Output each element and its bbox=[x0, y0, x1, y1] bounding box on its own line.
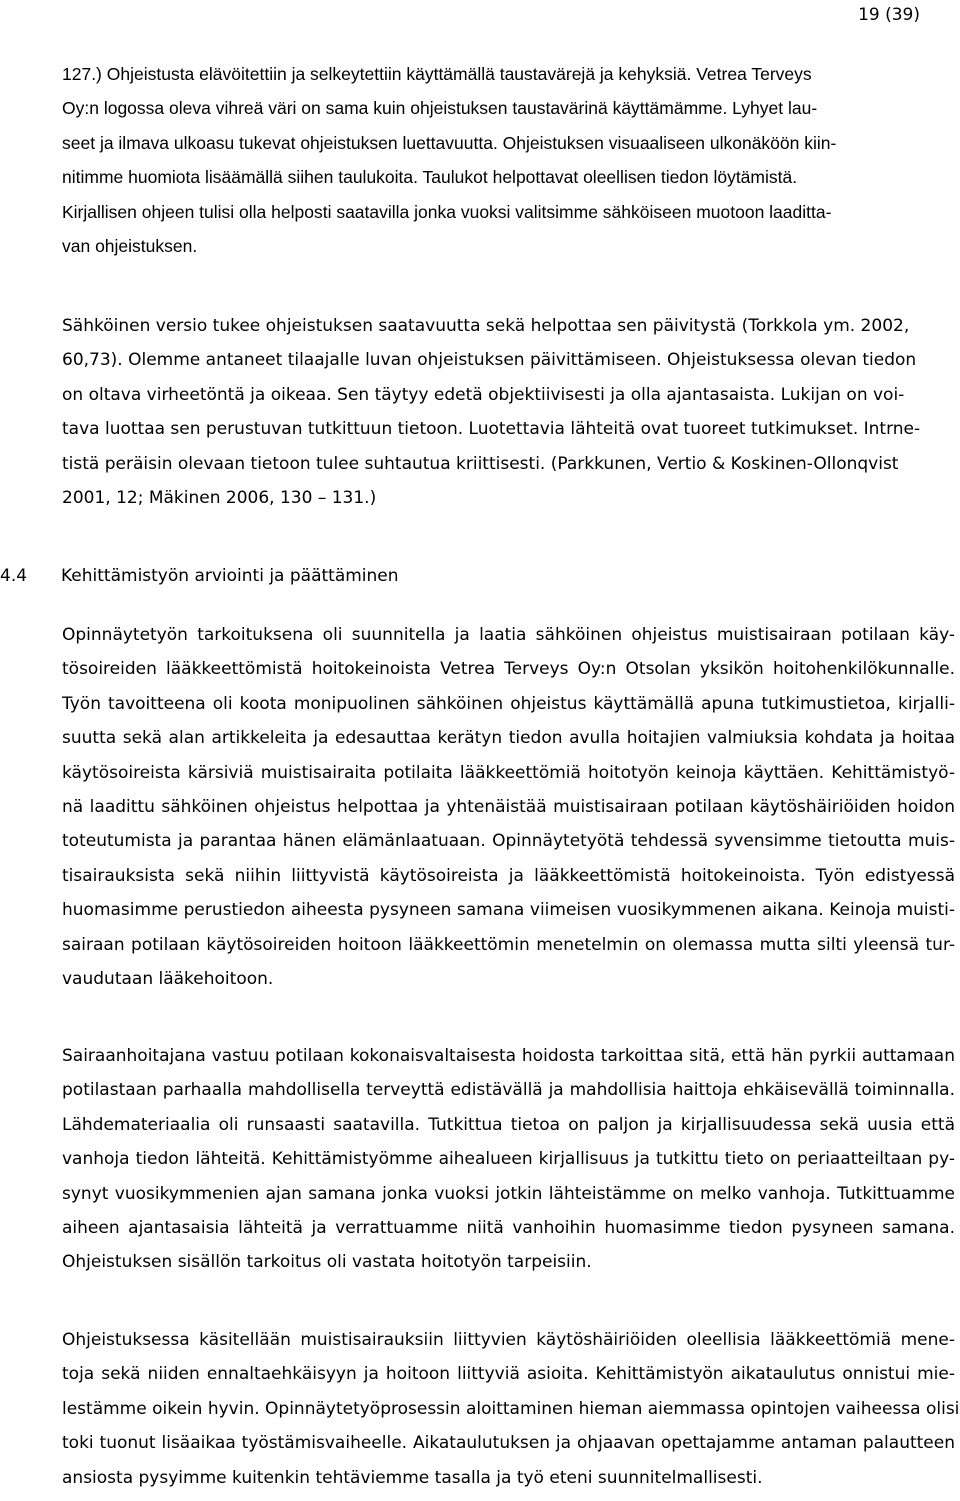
text-line: tistä peräisin olevaan tietoon tulee suhtautua kriittisesti. (Parkkunen, Vertio & Koskinen-Ollonqvist bbox=[62, 453, 899, 474]
text-line: toki tuonut lisäaikaa työstämisvaiheelle. Aikataulutuksen ja ohjaavan opettajamme antaman palautteen bbox=[62, 1433, 955, 1454]
text-line: 2001, 12; Mäkinen 2006, 130 – 131.) bbox=[62, 487, 377, 508]
text-line: 60,73). Olemme antaneet tilaajalle luvan ohjeistuksen päivittämiseen. Ohjeistuksessa olevan tiedon bbox=[62, 350, 917, 371]
paragraph-schedule bbox=[62, 1329, 960, 1501]
text-line: huomasimme perustiedon aiheesta pysyneen samana viimeisen vuosikymmenen aikana. Keinoja muisti- bbox=[62, 900, 955, 921]
text-line: Sähköinen versio tukee ohjeistuksen saatavuutta sekä helpottaa sen päivitystä (Torkkola ym. 2002, bbox=[62, 316, 910, 336]
text-line: nä laadittu sähköinen ohjeistus helpottaa ja yhtenäistää muistisairaan potilaan käytöshäiriöiden hoidon bbox=[62, 796, 955, 817]
paragraph-continuation bbox=[62, 63, 960, 269]
text-line: 127.) Ohjeistusta elävöitettiin ja selkeytettiin käyttämällä taustavärejä ja kehyksiä. Vetrea Terveys bbox=[62, 64, 812, 84]
text-line: synyt vuosikymmenien ajan samana jonka vuoksi jotkin lähteistämme on melko vanhoja. Tutkittuamme bbox=[62, 1183, 955, 1204]
text-line: Lähdemateriaalia oli runsaasti saatavilla. Tutkittua tietoa on paljon ja kirjallisuudessa sekä uusia että bbox=[62, 1114, 955, 1135]
paragraph-nursing-responsibility bbox=[62, 1045, 960, 1286]
text-line: aiheen ajantasaisia lähteitä ja verrattuamme niitä vanhoihin huomasimme tiedon pysyneen samana. bbox=[62, 1217, 955, 1238]
text-line: vaudutaan lääkehoitoon. bbox=[62, 968, 274, 989]
text-line: Ohjeistuksen sisällön tarkoitus oli vastata hoitotyön tarpeisiin. bbox=[62, 1252, 592, 1273]
text-line: sairaan potilaan käytösoireiden hoitoon lääkkeettömin menetelmin on olemassa mutta silti yleensä tur- bbox=[62, 934, 955, 955]
text-line: Oy:n logossa oleva vihreä väri on sama kuin ohjeistuksen taustavärinä käyttämämme. Lyhyet lau- bbox=[62, 98, 818, 119]
paragraph-electronic-version bbox=[62, 315, 960, 521]
text-line: lestämme oikein hyvin. Opinnäytetyöprosessin aloittaminen hieman aiemmassa opintojen vaiheessa olisi bbox=[62, 1398, 960, 1419]
text-line: Opinnäytetyön tarkoituksena oli suunnitella ja laatia sähköinen ohjeistus muistisairaan potilaan käy- bbox=[62, 625, 955, 645]
text-line: vanhoja tiedon lähteitä. Kehittämistyömme aihealueen kirjallisuus ja tutkittu tieto on periaatteiltaan py- bbox=[62, 1149, 955, 1170]
text-line: on oltava virheetöntä ja oikeaa. Sen täytyy edetä objektiivisesti ja olla ajantasaista. Lukijan on voi- bbox=[62, 384, 905, 405]
text-line: toja sekä niiden ennaltaehkäisyyn ja hoitoon liittyviä asioita. Kehittämistyön aikataulutus onnistui mie- bbox=[62, 1364, 955, 1385]
text-line: toteutumista ja parantaa hänen elämänlaatuaan. Opinnäytetyötä tehdessä syvensimme tietoutta muis- bbox=[62, 831, 955, 852]
text-line: käytösoireista kärsiviä muistisairaita potilaita lääkkeettömiä hoitotyön keinoja käyttäen. Kehittämistyö- bbox=[62, 762, 955, 783]
section-title: Kehittämistyön arviointi ja päättäminen bbox=[61, 566, 399, 586]
text-line: van ohjeistuksen. bbox=[62, 235, 198, 256]
text-line: Sairaanhoitajana vastuu potilaan kokonaisvaltaisesta hoidosta tarkoittaa sitä, että hän pyrkii auttamaan bbox=[62, 1046, 955, 1066]
text-line: ansiosta pysyimme kuitenkin tehtäviemme tasalla ja työ eteni suunnitelmallisesti. bbox=[62, 1467, 763, 1488]
text-line: tava luottaa sen perustuvan tutkittuun tietoon. Luotettavia lähteitä ovat tuoreet tutkimukset. Intrne- bbox=[62, 419, 921, 440]
text-line: seet ja ilmava ulkoasu tukevat ohjeistuksen luettavuutta. Ohjeistuksen visuaaliseen ulkonäköön kiin- bbox=[62, 132, 837, 153]
text-line: potilastaan parhaalla mahdollisella terveyttä edistävällä ja mahdollisia haittoja ehkäisevällä toiminnalla. bbox=[62, 1080, 955, 1101]
text-line: suutta sekä alan artikkeleita ja edesauttaa kerätyn tiedon avulla hoitajien valmiuksia kohdata ja hoitaa bbox=[62, 728, 955, 749]
paragraph-evaluation bbox=[62, 624, 960, 1002]
text-line: nitimme huomiota lisäämällä siihen taulukoita. Taulukot helpottavat oleellisen tiedon löytämistä. bbox=[62, 167, 798, 188]
text-line: Työn tavoitteena oli koota monipuolinen sähköinen ohjeistus käyttämällä apuna tutkimustietoa, kirjalli- bbox=[62, 693, 955, 714]
page-number: 19 (39) bbox=[858, 5, 920, 25]
section-number: 4.4 bbox=[0, 566, 28, 586]
text-line: tösoireiden lääkkeettömistä hoitokeinoista Vetrea Terveys Oy:n Otsolan yksikön hoitohenkilökunnalle. bbox=[62, 659, 955, 680]
text-line: Ohjeistuksessa käsitellään muistisairauksiin liittyvien käytöshäiriöiden oleellisia lääkkeettömiä mene- bbox=[62, 1330, 955, 1350]
text-line: tisairauksista sekä niihin liittyvistä käytösoireista ja lääkkeettömistä hoitokeinoista. Työn edistyessä bbox=[62, 865, 955, 886]
text-line: Kirjallisen ohjeen tulisi olla helposti saatavilla jonka vuoksi valitsimme sähköiseen muotoon laaditta- bbox=[62, 201, 832, 222]
